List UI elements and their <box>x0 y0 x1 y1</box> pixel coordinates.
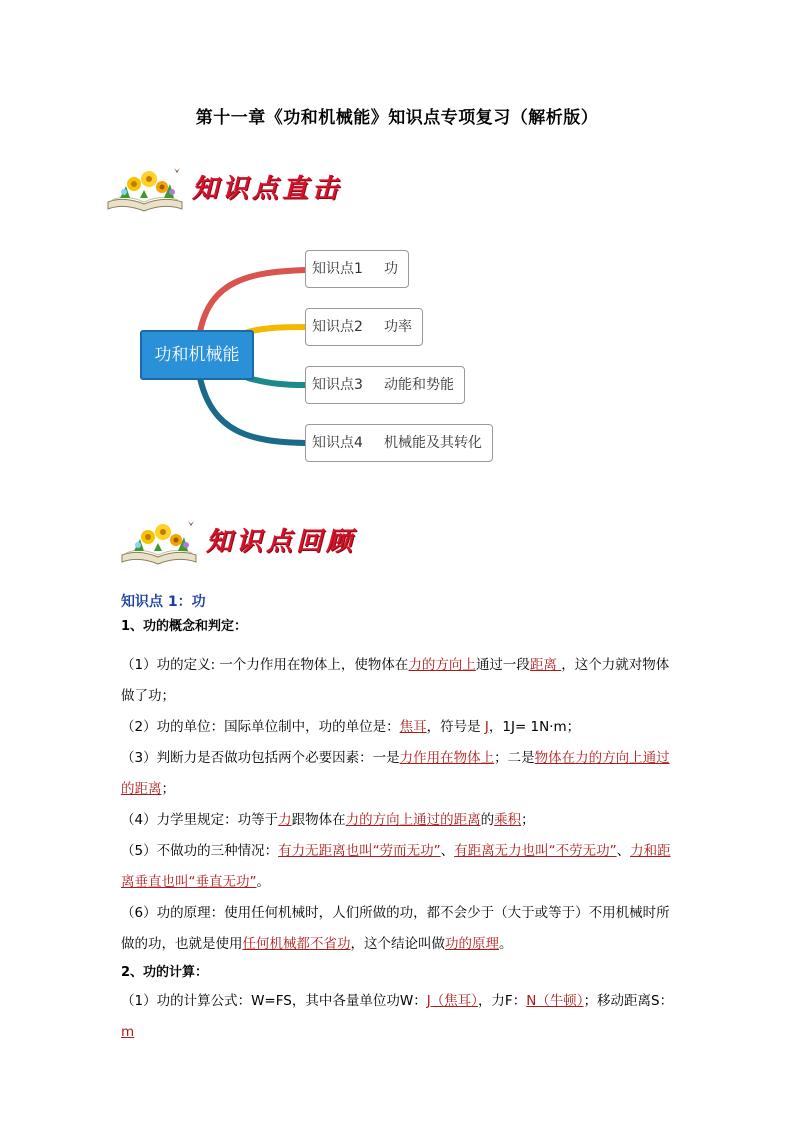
node-label: 功率 <box>384 319 412 335</box>
text: ，这个结论叫做 <box>350 936 445 952</box>
answer-blank: 距离 <box>529 657 562 673</box>
answer-blank: 力的方向上通过的距离 <box>345 812 481 828</box>
text: （3）判断力是否做功包括两个必要因素：一是 <box>121 750 400 766</box>
node-number: 知识点4 <box>312 435 363 451</box>
answer-blank: 焦耳 <box>399 719 427 735</box>
answer-blank: 乘积 <box>494 812 522 828</box>
text: 通过一段 <box>475 657 530 673</box>
mind-map-node-4 <box>305 424 493 462</box>
text: ；二是 <box>494 750 535 766</box>
answer-blank: 任何机械都不省功 <box>242 936 351 952</box>
banner-title: 知识点回顾 <box>206 527 357 557</box>
paragraph-factors <box>121 743 676 805</box>
answer-blank: J <box>484 719 489 735</box>
text: ，这个力就对物体做了功； <box>121 657 670 704</box>
section-banner-direct <box>104 162 364 218</box>
text: ，1J= 1N·m； <box>488 719 581 735</box>
branch-1 <box>200 270 305 332</box>
branch-3 <box>248 378 305 385</box>
node-label: 动能和势能 <box>384 377 454 393</box>
node-number: 知识点1 <box>312 261 363 277</box>
mind-map-node-3 <box>305 366 465 404</box>
page-title: 第十一章《功和机械能》知识点专项复习（解析版） <box>195 108 599 128</box>
text: （4）力学里规定：功等于 <box>121 812 279 828</box>
mind-map-node-1 <box>305 250 409 288</box>
text: 、 <box>616 843 631 859</box>
text: （2）功的单位：国际单位制中，功的单位是： <box>121 719 400 735</box>
answer-blank: m <box>121 1024 135 1040</box>
section-heading: 2、功的计算： <box>121 965 209 980</box>
text: （6）功的原理：使用任何机械时，人们所做的功，都不会少于（大于或等于）不用机械时所做的功，也就是使用 <box>121 905 670 952</box>
open-book-flowers-icon <box>118 515 200 567</box>
section-banner-review <box>118 515 378 571</box>
answer-blank: 力作用在物体上 <box>399 750 495 766</box>
paragraph-definition <box>121 650 676 712</box>
open-book-flowers-icon <box>104 162 186 214</box>
answer-blank: 物体在力的方向上通过的距离 <box>121 750 670 797</box>
text: 。 <box>499 936 513 952</box>
knowledge-content <box>121 590 676 1048</box>
banner-title: 知识点直击 <box>192 174 343 204</box>
text: ；移动距离S： <box>583 993 674 1009</box>
paragraph-unit <box>121 712 676 743</box>
node-label: 功 <box>384 261 398 277</box>
branch-4 <box>200 378 305 443</box>
answer-blank: 有力无距离也叫“劳而无功” <box>278 843 441 859</box>
node-number: 知识点2 <box>312 319 363 335</box>
paragraph-formula <box>121 986 676 1048</box>
text: ； <box>161 781 175 797</box>
mind-map-center: 功和机械能 <box>140 330 254 380</box>
kp1-heading: 知识点 1：功 <box>121 594 206 610</box>
text: （5）不做功的三种情况： <box>121 843 279 859</box>
answer-blank: J（焦耳） <box>426 993 478 1009</box>
text: 跟物体在 <box>291 812 346 828</box>
text: 。 <box>256 874 270 890</box>
text: 、 <box>440 843 455 859</box>
answer-blank: 功的原理 <box>445 936 499 952</box>
node-number: 知识点3 <box>312 377 363 393</box>
mind-map <box>0 240 794 470</box>
paragraph-principle <box>121 898 676 960</box>
text: ，符号是 <box>426 719 485 735</box>
answer-blank: 力和距离垂直也叫“垂直无功” <box>121 843 671 890</box>
branch-2 <box>248 327 305 332</box>
answer-blank: 力 <box>278 812 292 828</box>
text: （1）功的定义: 一个力作用在物体上，使物体在 <box>121 657 409 673</box>
paragraph-rule <box>121 805 676 836</box>
section-heading: 1、功的概念和判定： <box>121 619 248 634</box>
text: ，力F： <box>477 993 527 1009</box>
mind-map-node-2 <box>305 308 423 346</box>
text: ； <box>521 812 535 828</box>
answer-blank: 有距离无力也叫“不劳无功” <box>454 843 617 859</box>
answer-blank: 力的方向上 <box>408 657 476 673</box>
paragraph-no-work <box>121 836 676 898</box>
node-label: 机械能及其转化 <box>384 435 482 451</box>
text: （1）功的计算公式：W=FS，其中各量单位功W： <box>121 993 427 1009</box>
text: 的 <box>480 812 495 828</box>
answer-blank: N（牛顿） <box>526 993 584 1009</box>
